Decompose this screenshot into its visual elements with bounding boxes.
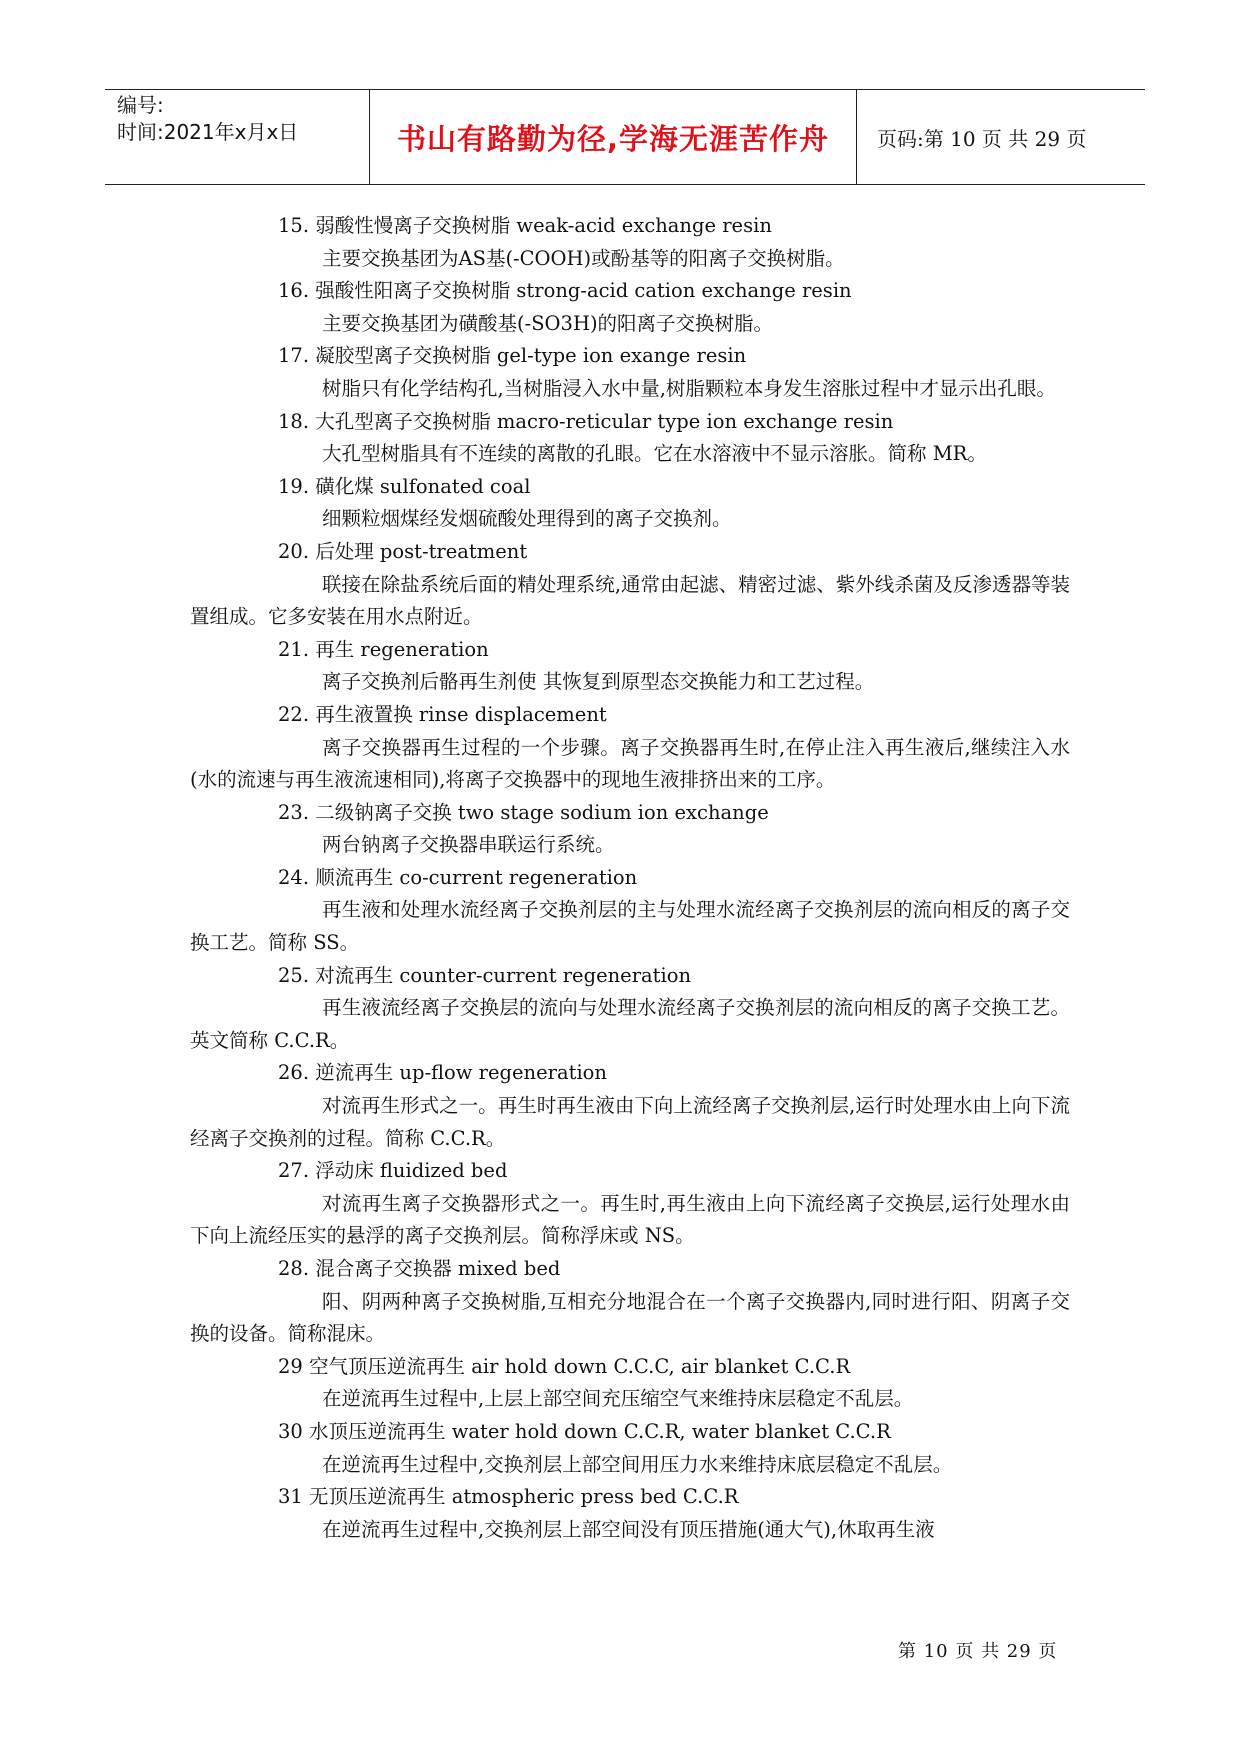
- glossary-entry: [190, 471, 1070, 536]
- glossary-term: 18. 大孔型离子交换树脂 macro-reticular type ion exchange resin: [278, 409, 894, 433]
- glossary-entry: [190, 536, 1070, 634]
- header-meta: [105, 90, 369, 184]
- glossary-term: 21. 再生 regeneration: [278, 637, 489, 661]
- glossary-term: 31 无顶压逆流再生 atmospheric press bed C.C.R: [278, 1485, 739, 1509]
- glossary-definition: 细颗粒烟煤经发烟硫酸处理得到的离子交换剂。: [322, 507, 732, 531]
- page-header: [105, 89, 1145, 185]
- glossary-entry: [190, 406, 1070, 471]
- glossary-definition: 两台钠离子交换器串联运行系统。: [322, 833, 615, 857]
- glossary-term: 29 空气顶压逆流再生 air hold down C.C.C, air blanket C.C.R: [278, 1354, 851, 1378]
- header-motto-cell: [369, 90, 857, 184]
- glossary-entry: [190, 1481, 1070, 1546]
- glossary-definition: 在逆流再生过程中,交换剂层上部空间没有顶压措施(通大气),休取再生液: [322, 1517, 935, 1541]
- header-page-cell: [857, 90, 1145, 184]
- glossary-term: 22. 再生液置换 rinse displacement: [278, 702, 607, 726]
- glossary-definition: 主要交换基团为磺酸基(-SO3H)的阳离子交换树脂。: [322, 311, 774, 335]
- glossary-term: 30 水顶压逆流再生 water hold down C.C.R, water blanket C.C.R: [278, 1419, 891, 1443]
- header-motto: 书山有路勤为径,学海无涯苦作舟: [396, 121, 830, 156]
- glossary-term: 15. 弱酸性慢离子交换树脂 weak-acid exchange resin: [278, 214, 772, 237]
- glossary-entry: [190, 862, 1070, 960]
- glossary-term: 28. 混合离子交换器 mixed bed: [278, 1257, 561, 1280]
- page-footer: 第 10 页 共 29 页: [898, 1641, 1058, 1662]
- glossary-term: 16. 强酸性阳离子交换树脂 strong-acid cation exchange resin: [278, 279, 852, 303]
- glossary-definition: 在逆流再生过程中,上层上部空间充压缩空气来维持床层稳定不乱层。: [322, 1387, 914, 1411]
- glossary-content: [190, 210, 1070, 1546]
- glossary-definition: 阳、阴两种离子交换树脂,互相充分地混合在一个离子交换器内,同时进行阳、阴离子交换的设备。简称混床。: [190, 1289, 1070, 1346]
- glossary-entry: [190, 1253, 1070, 1351]
- glossary-entry: [190, 1057, 1070, 1155]
- glossary-entry: [190, 634, 1070, 699]
- glossary-entry: [190, 797, 1070, 862]
- glossary-definition: 树脂只有化学结构孔,当树脂浸入水中量,树脂颗粒本身发生溶胀过程中才显示出孔眼。: [322, 376, 1056, 400]
- document-number-label: 编号:: [117, 93, 164, 117]
- glossary-term: 25. 对流再生 counter-current regeneration: [278, 963, 692, 987]
- glossary-definition: 再生液和处理水流经离子交换剂层的主与处理水流经离子交换剂层的流向相反的离子交换工艺。简称 SS。: [190, 898, 1070, 955]
- glossary-term: 23. 二级钠离子交换 two stage sodium ion exchange: [278, 800, 769, 824]
- glossary-entry: [190, 1351, 1070, 1416]
- glossary-definition: 主要交换基团为AS基(-COOH)或酚基等的阳离子交换树脂。: [322, 246, 845, 270]
- glossary-entry: [190, 210, 1070, 275]
- glossary-definition: 离子交换器再生过程的一个步骤。离子交换器再生时,在停止注入再生液后,继续注入水(水的流速与再生液流速相同),将离子交换器中的现地生液排挤出来的工序。: [190, 735, 1070, 792]
- glossary-term: 24. 顺流再生 co-current regeneration: [278, 865, 638, 889]
- glossary-entry: [190, 1416, 1070, 1481]
- glossary-definition: 对流再生形式之一。再生时再生液由下向上流经离子交换剂层,运行时处理水由上向下流经离子交换剂的过程。简称 C.C.R。: [190, 1094, 1070, 1150]
- header-page-number: 页码:第 10 页 共 29 页: [877, 126, 1087, 151]
- glossary-term: 20. 后处理 post-treatment: [278, 539, 528, 563]
- glossary-definition: 在逆流再生过程中,交换剂层上部空间用压力水来维持床底层稳定不乱层。: [322, 1452, 953, 1476]
- glossary-entry: [190, 1155, 1070, 1253]
- glossary-definition: 再生液流经离子交换层的流向与处理水流经离子交换剂层的流向相反的离子交换工艺。英文简称 C.C.R。: [190, 996, 1070, 1052]
- glossary-entry: [190, 275, 1070, 340]
- glossary-entry: [190, 960, 1070, 1058]
- document-time-label: 时间:2021年x月x日: [117, 120, 299, 144]
- glossary-definition: 离子交换剂后骼再生剂使 其恢复到原型态交换能力和工艺过程。: [322, 670, 875, 694]
- glossary-definition: 联接在除盐系统后面的精处理系统,通常由起滤、精密过滤、紫外线杀菌及反渗透器等装置组成。它多安装在用水点附近。: [190, 572, 1070, 629]
- glossary-term: 26. 逆流再生 up-flow regeneration: [278, 1061, 607, 1085]
- glossary-term: 19. 磺化煤 sulfonated coal: [278, 474, 531, 498]
- glossary-definition: 对流再生离子交换器形式之一。再生时,再生液由上向下流经离子交换层,运行处理水由下向上流经压实的悬浮的离子交换剂层。简称浮床或 NS。: [190, 1191, 1070, 1248]
- glossary-entry: [190, 699, 1070, 797]
- glossary-definition: 大孔型树脂具有不连续的离散的孔眼。它在水溶液中不显示溶胀。简称 MR。: [322, 442, 987, 466]
- glossary-term: 27. 浮动床 fluidized bed: [278, 1159, 508, 1183]
- glossary-term: 17. 凝胶型离子交换树脂 gel-type ion exange resin: [278, 344, 747, 368]
- glossary-entry: [190, 340, 1070, 405]
